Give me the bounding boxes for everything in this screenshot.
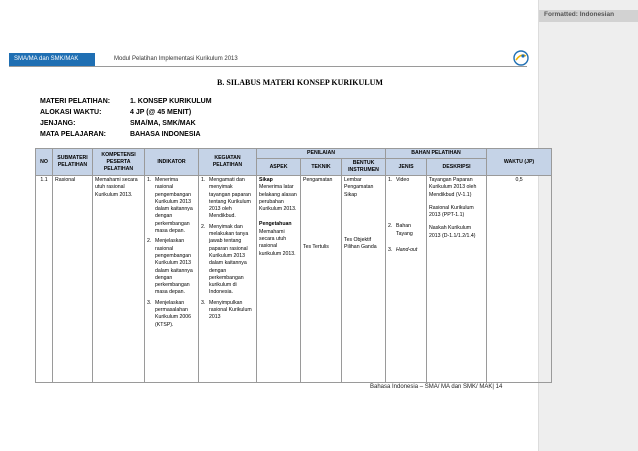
cell-kegiatan (199, 176, 257, 383)
description-item: Naskah Kurikulum 2013 (D-1.1/1.2/1.4) (429, 225, 476, 239)
aspect-title: Sikap (259, 177, 273, 183)
list-item: 2. Bahan Tayang (388, 223, 413, 237)
meta-value: SMA/MA, SMK/MAK (130, 120, 196, 127)
header-penilaian: PENILAIAN (257, 149, 386, 159)
module-title: Modul Pelatihan Implementasi Kurikulum 2013 (114, 56, 238, 62)
meta-value: BAHASA INDONESIA (130, 131, 201, 138)
technique-item: Pengamatan (303, 177, 333, 183)
cell-bentuk (342, 176, 386, 383)
description-item: Tayangan Paparan Kurikulum 2013 oleh Mendikbud (V-1.1) (429, 177, 477, 198)
description-item: Rasional Kurikulum 2013 (PPT-1.1) (429, 204, 474, 219)
header-aspek: ASPEK (257, 159, 301, 176)
list-item: 1. Menerima rasional pengembangan Kurikulum 2013 dalam kaitannya dengan perkembangan masa depan. (147, 177, 193, 235)
format-comment-label: Formatted: Indonesian (544, 11, 615, 18)
aspect-text: Menerima latar belakang alasan perubahan Kurikulum 2013. (259, 184, 297, 213)
header-bentuk: BENTUK INSTRUMEN (342, 159, 386, 176)
header-jenis: JENIS (386, 159, 427, 176)
cell-no: 1.1 (36, 176, 53, 383)
cell-jenis (386, 176, 427, 383)
aspect-block (259, 221, 298, 257)
cell-deskripsi (427, 176, 487, 383)
header-no: NO (36, 149, 53, 176)
list-item: 3. Menyimpulkan rasional Kurikulum 2013 (201, 299, 252, 321)
aspect-title: Pengetahuan (259, 221, 292, 228)
meta-label: MATA PELAJARAN: (40, 131, 106, 138)
cell-kompetensi: Memahami secara utuh rasional Kurikulum 2013. (93, 176, 145, 383)
cell-waktu: 0,5 (487, 176, 552, 383)
list-item: 3. Menjelaskan permasalahan Kurikulum 2006 (KTSP). (147, 299, 192, 328)
cell-submateri: Rasional (53, 176, 93, 383)
header-deskripsi: DESKRIPSI (427, 159, 487, 176)
technique-item: Tes Tertulis (303, 244, 329, 251)
header-submateri: SUBMATERI PELATIHAN (53, 149, 93, 176)
instrument-item: Tes Objektif Pilihan Ganda (344, 236, 377, 251)
ministry-logo-icon (513, 50, 529, 66)
instrument-item: Lembar Pengamatan Sikap (344, 177, 374, 198)
meta-label: ALOKASI WAKTU: (40, 109, 102, 116)
aspect-text: Memahami secara utuh rasional kurikulum 2013. (259, 228, 296, 257)
meta-label: MATERI PELATIHAN: (40, 98, 111, 105)
meta-label: JENJANG: (40, 120, 76, 127)
cell-indikator (145, 176, 199, 383)
list-item: 3. Hand-out (388, 246, 418, 253)
syllabus-table (35, 148, 552, 383)
format-comment-bar[interactable] (539, 10, 638, 22)
meta-value: 1. KONSEP KURIKULUM (130, 98, 212, 105)
level-badge: SMA/MA dan SMK/MAK (9, 53, 95, 66)
comment-margin-pane (538, 0, 638, 451)
aspect-block (259, 177, 298, 213)
list-item: 2. Menjelaskan rasional pengembangan Kurikulum 2013 dalam kaitannya dengan perkembangan masa depan. (147, 238, 193, 296)
header-kompetensi: KOMPETENSI PESERTA PELATIHAN (93, 149, 145, 176)
cell-teknik (301, 176, 342, 383)
header-teknik: TEKNIK (301, 159, 342, 176)
section-title: B. SILABUS MATERI KONSEP KURIKULUM (217, 78, 383, 87)
header-divider (9, 66, 527, 67)
table-row (36, 176, 552, 383)
header-waktu: WAKTU (JP) (487, 149, 552, 176)
header-kegiatan: KEGIATAN PELATIHAN (199, 149, 257, 176)
list-item: 2. Menyimak dan melakukan tanya jawab tentang paparan rasional Kurikulum 2013 dalam kaitannya dengan perkembangan kurikulum di Indonesia. (201, 223, 249, 296)
cell-aspek (257, 176, 301, 383)
meta-value: 4 JP (@ 45 MENIT) (130, 109, 192, 116)
header-bahan: BAHAN PELATIHAN (386, 149, 487, 159)
header-indikator: INDIKATOR (145, 149, 199, 176)
list-item: 1. Mengamati dan menyimak tayangan paparan tentang Kurikulum 2013 oleh Mendikbud. (201, 177, 251, 220)
page-footer: Bahasa Indonesia – SMA/ MA dan SMK/ MAK| 14 (370, 384, 503, 390)
list-item: 1. Video (388, 177, 410, 183)
